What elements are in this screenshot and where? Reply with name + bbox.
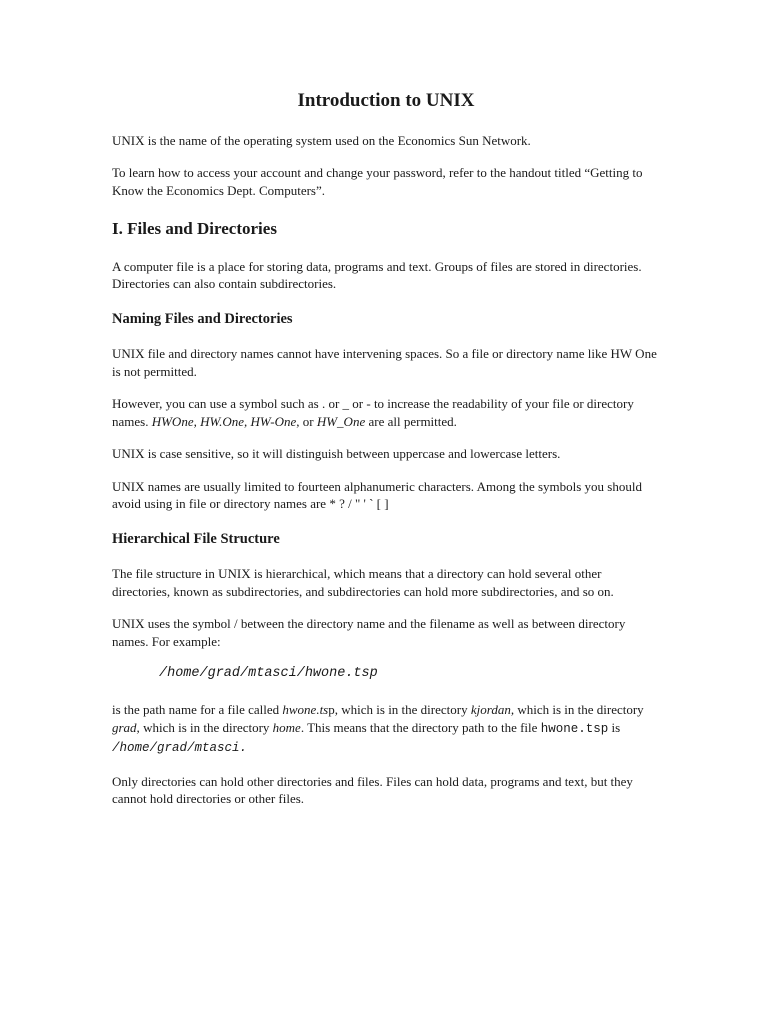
naming-paragraph-2 (112, 395, 660, 430)
files-directories-paragraph: A computer file is a place for storing data, programs and text. Groups of files are stored in directories. Directories can also contain subdirectories. (112, 258, 642, 292)
intro-paragraph-1: UNIX is the name of the operating system used on the Economics Sun Network. (112, 132, 531, 148)
path-explanation-dir-kjordan: kjordan, (470, 702, 515, 718)
path-explanation-c: which is in the directory (514, 702, 644, 718)
naming-example-underscore: HW_One (316, 413, 366, 429)
naming-example-names: HWOne, HW.One, HW-One (151, 413, 297, 429)
section-heading-files-directories: I. Files and Directories (112, 219, 277, 239)
hierarchy-paragraph-1: The file structure in UNIX is hierarchical, which means that a directory can hold several other directories, known as subdirectories, and subdirectories can hold more subdirectories, and so on. (112, 566, 614, 599)
intro-paragraph-2: To learn how to access your account and change your password, refer to the handout titled “Getting to Know the Economics Dept. Computers”. (112, 165, 643, 198)
subsection-heading-naming: Naming Files and Directories (112, 310, 293, 327)
naming-paragraph-2-start: However, you can use a symbol such as . or _ or - to increase the readability of your file or directory names. (112, 396, 634, 429)
path-explanation-f: is (608, 719, 621, 735)
path-explanation-d: which is in the directory (139, 719, 273, 735)
path-explanation-code-dir: /home/grad/mtasci. (112, 741, 248, 756)
document-title: Introduction to UNIX (297, 90, 475, 111)
naming-example-or: , or (296, 413, 317, 429)
path-explanation-e: . This means that the directory path to the file (300, 719, 541, 735)
path-explanation-b: , which is in the directory (334, 702, 471, 718)
path-explanation-code-file: hwone.tsp (540, 721, 609, 736)
hierarchy-paragraph-3 (112, 701, 660, 758)
path-explanation-file-tail: p (328, 702, 335, 718)
example-path-code: /home/grad/mtasci/hwone.tsp (159, 666, 378, 682)
naming-paragraph-4: UNIX names are usually limited to fourteen alphanumeric characters. Among the symbols you should avoid using in file or directory names are * ? / " ' ` [ ] (112, 478, 642, 512)
document-content (112, 90, 660, 823)
naming-paragraph-1: UNIX file and directory names cannot have intervening spaces. So a file or directory name like HW One is not permitted. (112, 346, 657, 379)
naming-paragraph-2-end: are all permitted. (365, 413, 457, 429)
path-explanation-dir-home: home (272, 719, 301, 735)
subsection-heading-hierarchy: Hierarchical File Structure (112, 530, 280, 547)
hierarchy-paragraph-2: UNIX uses the symbol / between the directory name and the filename as well as between directory names. For example: (112, 616, 626, 649)
path-explanation-a: is the path name for a file called (112, 702, 283, 718)
naming-paragraph-3: UNIX is case sensitive, so it will distinguish between uppercase and lowercase letters. (112, 446, 561, 462)
path-explanation-dir-grad: grad, (112, 719, 140, 735)
path-explanation-file: hwone.ts (282, 702, 329, 718)
hierarchy-paragraph-4: Only directories can hold other directories and files. Files can hold data, programs and text, but they cannot hold directories or other files. (112, 773, 633, 807)
